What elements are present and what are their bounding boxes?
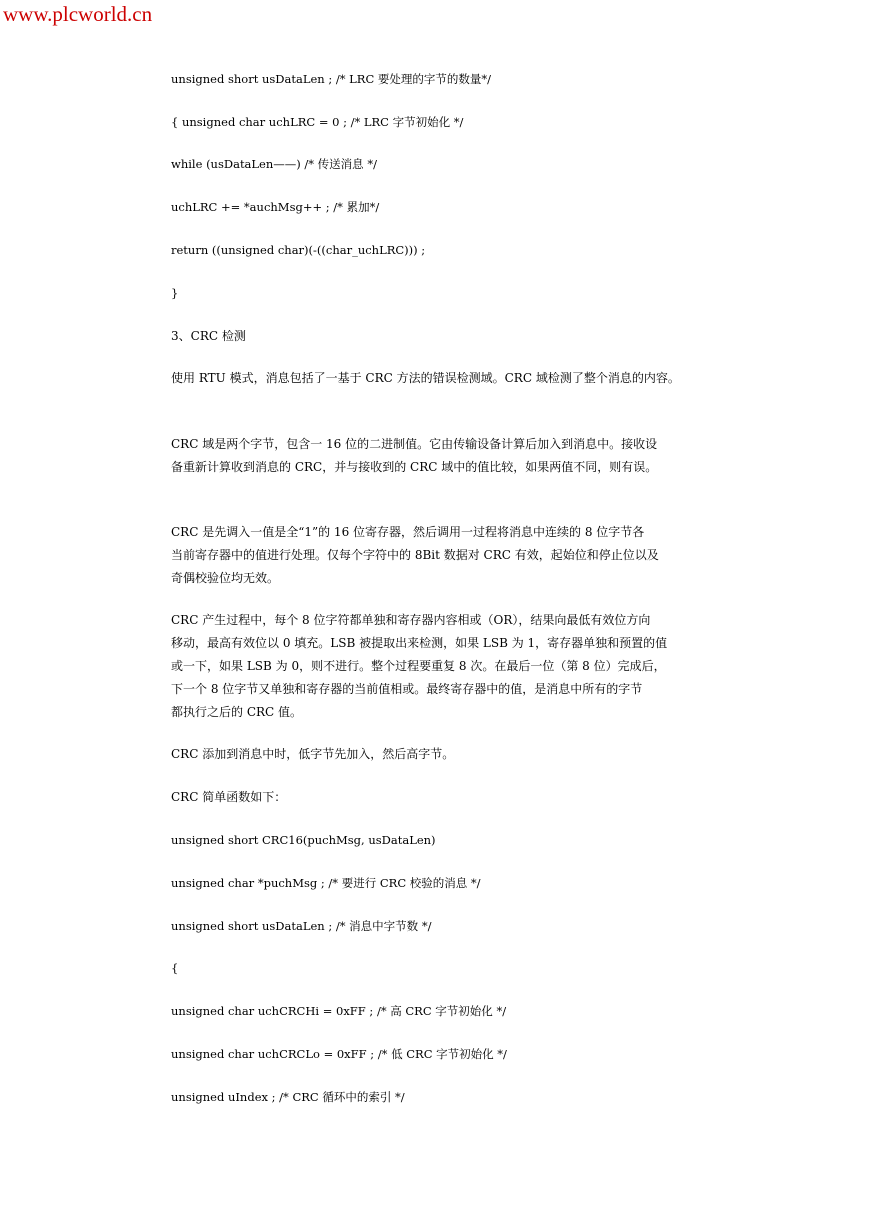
code-line: unsigned char *puchMsg ; /* 要进行 CRC 校验的消息 */ (171, 876, 481, 890)
code-line: unsigned short usDataLen ; /* LRC 要处理的字节的数量*/ (171, 72, 492, 86)
paragraph-line: CRC 域是两个字节，包含一 16 位的二进制值。它由传输设备计算后加入到消息中。接收设 (171, 437, 658, 451)
paragraph-line: CRC 产生过程中，每个 8 位字符都单独和寄存器内容相或（OR），结果向最低有效位方向 (171, 613, 651, 627)
code-line: unsigned short CRC16(puchMsg, usDataLen) (171, 833, 436, 847)
code-line: } (171, 286, 179, 300)
paragraph-line: 备重新计算收到消息的 CRC，并与接收到的 CRC 域中的值比较，如果两值不同，则有误。 (171, 460, 658, 474)
paragraph-line: 下一个 8 位字节又单独和寄存器的当前值相或。最终寄存器中的值，是消息中所有的字节 (171, 682, 643, 696)
section-heading: 3、CRC 检测 (171, 329, 246, 343)
code-line: { unsigned char uchLRC = 0 ; /* LRC 字节初始化 */ (171, 115, 464, 129)
paragraph-line: CRC 是先调入一值是全“1”的 16 位寄存器，然后调用一过程将消息中连续的 8 位字节各 (171, 525, 645, 539)
code-line: { (171, 961, 179, 975)
watermark-site-url[interactable]: www.plcworld.cn (3, 2, 153, 26)
paragraph-line: 都执行之后的 CRC 值。 (171, 705, 303, 719)
paragraph-line: 使用 RTU 模式，消息包括了一基于 CRC 方法的错误检测域。CRC 域检测了整个消息的内容。 (171, 371, 680, 385)
paragraph-line: 当前寄存器中的值进行处理。仅每个字符中的 8Bit 数据对 CRC 有效，起始位和停止位以及 (171, 548, 659, 562)
code-line: unsigned uIndex ; /* CRC 循环中的索引 */ (171, 1090, 405, 1104)
paragraph-line: CRC 添加到消息中时，低字节先加入，然后高字节。 (171, 747, 455, 761)
code-line: while (usDataLen——) /* 传送消息 */ (171, 157, 377, 171)
code-line: unsigned char uchCRCHi = 0xFF ; /* 高 CRC 字节初始化 */ (171, 1004, 507, 1018)
paragraph-line: 移动，最高有效位以 0 填充。LSB 被提取出来检测，如果 LSB 为 1，寄存器单独和预置的值 (171, 636, 668, 650)
paragraph-line: 奇偶校验位均无效。 (171, 571, 280, 585)
code-line: unsigned short usDataLen ; /* 消息中字节数 */ (171, 919, 432, 933)
code-line: return ((unsigned char)(-((char_uchLRC))) ; (171, 243, 426, 257)
paragraph-line: 或一下，如果 LSB 为 0，则不进行。整个过程要重复 8 次。在最后一位（第 8 位）完成后， (171, 659, 666, 673)
code-line: uchLRC += *auchMsg++ ; /* 累加*/ (171, 200, 380, 214)
paragraph-line: CRC 简单函数如下： (171, 790, 287, 804)
code-line: unsigned char uchCRCLo = 0xFF ; /* 低 CRC 字节初始化 */ (171, 1047, 507, 1061)
